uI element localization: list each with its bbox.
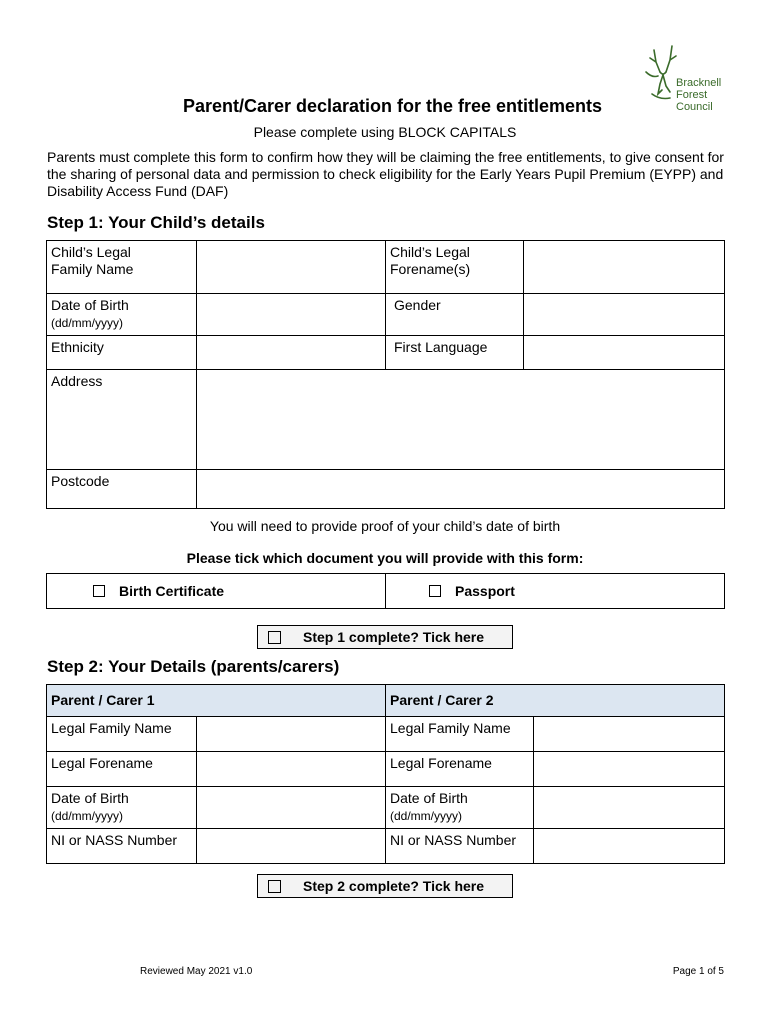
- child-address-field[interactable]: [197, 370, 725, 470]
- step2-complete-checkbox[interactable]: [268, 880, 281, 893]
- carer2-dob-label: Date of Birth (dd/mm/yyyy): [386, 787, 534, 829]
- carer-details-table: [46, 684, 725, 864]
- carer2-header: Parent / Carer 2: [386, 685, 725, 717]
- step2-complete-box[interactable]: [257, 874, 513, 898]
- child-gender-label: Gender: [386, 294, 524, 336]
- carer1-dob-label: Date of Birth (dd/mm/yyyy): [47, 787, 197, 829]
- tick-prompt: Please tick which document you will provide with this form:: [186, 550, 584, 566]
- step1-complete-box[interactable]: [257, 625, 513, 649]
- carer1-header: Parent / Carer 1: [47, 685, 386, 717]
- birth-certificate-option[interactable]: Birth Certificate: [47, 574, 386, 609]
- carer2-forename-label: Legal Forename: [386, 752, 534, 787]
- child-dob-label: Date of Birth (dd/mm/yyyy): [47, 294, 197, 336]
- child-first-language-label: First Language: [386, 336, 524, 370]
- proof-note: You will need to provide proof of your child’s date of birth: [209, 518, 561, 534]
- page-title: Parent/Carer declaration for the free entitlements: [182, 96, 603, 116]
- logo-line-3: Council: [676, 101, 713, 113]
- carer1-forename-field[interactable]: [197, 752, 386, 787]
- step1-complete-checkbox[interactable]: [268, 631, 281, 644]
- child-dob-field[interactable]: [197, 294, 386, 336]
- child-gender-field[interactable]: [524, 294, 725, 336]
- birth-certificate-checkbox[interactable]: [93, 585, 105, 597]
- carer2-dob-field[interactable]: [534, 787, 725, 829]
- page-subtitle: Please complete using BLOCK CAPITALS: [253, 124, 517, 140]
- carer1-forename-label: Legal Forename: [47, 752, 197, 787]
- child-ethnicity-field[interactable]: [197, 336, 386, 370]
- child-postcode-field[interactable]: [197, 470, 725, 509]
- carer1-ni-field[interactable]: [197, 829, 386, 864]
- footer-reviewed: Reviewed May 2021 v1.0: [140, 966, 253, 977]
- carer1-dob-field[interactable]: [197, 787, 386, 829]
- carer1-family-name-field[interactable]: [197, 717, 386, 752]
- footer-page-number: Page 1 of 5: [672, 966, 724, 977]
- child-forename-field[interactable]: [524, 241, 725, 294]
- step2-heading: Step 2: Your Details (parents/carers): [47, 657, 340, 676]
- child-ethnicity-label: Ethnicity: [47, 336, 197, 370]
- carer2-ni-field[interactable]: [534, 829, 725, 864]
- logo-line-2: Forest: [676, 89, 708, 101]
- carer2-family-name-field[interactable]: [534, 717, 725, 752]
- step2-complete-label: Step 2 complete? Tick here: [303, 878, 485, 894]
- child-family-name-label: Child’s Legal Family Name: [47, 241, 197, 294]
- intro-paragraph: Parents must complete this form to confirm how they will be claiming the free entitlements, to give consent for the sharing of personal data and permission to check eligibility for the Early Years Pupil Premium (EYPP) and Disability Access Fund (DAF): [47, 149, 724, 199]
- child-details-table: [46, 240, 725, 509]
- carer1-family-name-label: Legal Family Name: [47, 717, 197, 752]
- child-forename-label: Child’s Legal Forename(s): [386, 241, 524, 294]
- carer1-ni-label: NI or NASS Number: [47, 829, 197, 864]
- child-address-label: Address: [47, 370, 197, 470]
- passport-checkbox[interactable]: [429, 585, 441, 597]
- child-family-name-field[interactable]: [197, 241, 386, 294]
- passport-option[interactable]: Passport: [386, 574, 725, 609]
- logo-line-1: Bracknell: [676, 77, 722, 89]
- carer2-ni-label: NI or NASS Number: [386, 829, 534, 864]
- document-choice-table: [46, 573, 725, 609]
- child-postcode-label: Postcode: [47, 470, 197, 509]
- carer2-forename-field[interactable]: [534, 752, 725, 787]
- child-first-language-field[interactable]: [524, 336, 725, 370]
- carer2-family-name-label: Legal Family Name: [386, 717, 534, 752]
- step1-complete-label: Step 1 complete? Tick here: [303, 629, 485, 645]
- step1-heading: Step 1: Your Child’s details: [47, 213, 265, 232]
